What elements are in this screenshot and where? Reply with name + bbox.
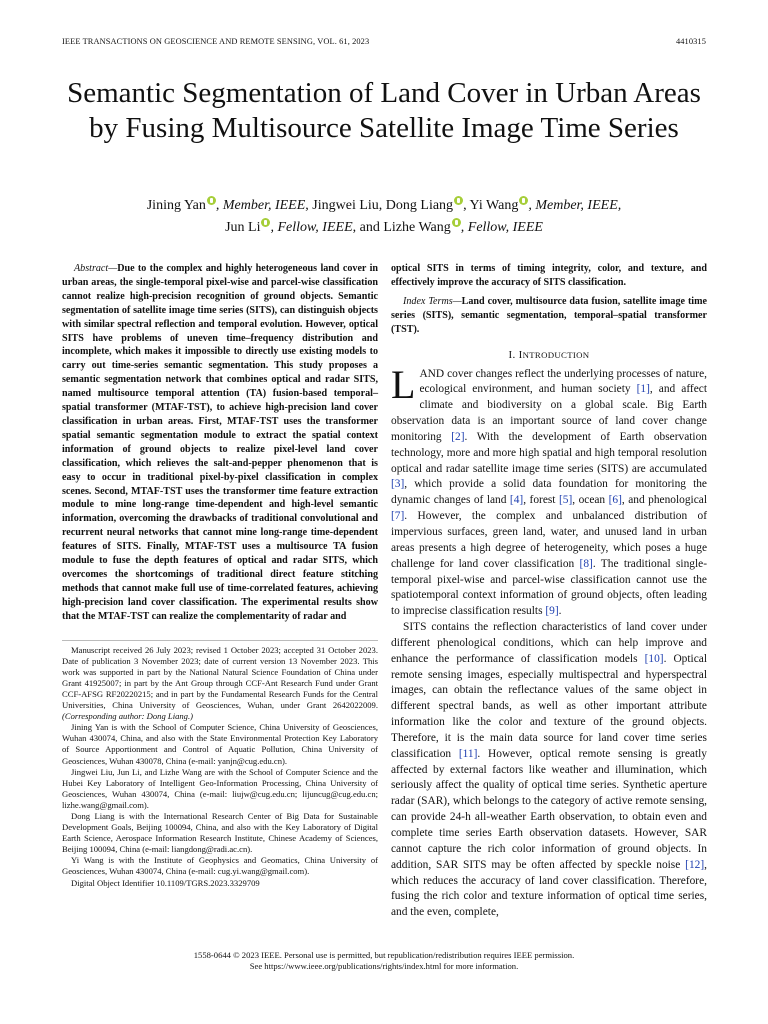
text-run: , forest [523,494,559,507]
author-name: , Yi Wang [463,198,519,213]
citation-link[interactable]: [4] [509,494,524,507]
footnote-affiliation: Yi Wang is with the Institute of Geophysics and Geomatics, China University of Geosciences, Wuhan 430074, China (e-mail: cug.yi.wang@gmail.com). [62,855,378,877]
orcid-icon[interactable] [454,196,463,205]
paper-title: Semantic Segmentation of Land Cover in Urban Areas by Fusing Multisource Satellite Image Time Series [67,77,701,144]
text-run: , ocean [572,494,609,507]
citation-link[interactable]: [3] [391,478,405,491]
text-run: , which reduces the accuracy of land cover classification. Therefore, fusing the rich color and texture information of optical time series, and the even, complete, [391,858,707,919]
text-run: . However, the complex and unbalanced distribution of impervious surfaces, green land, water, and unused land in urban areas presents a high degree of heterogeneity, which poses a huge challenge for land cover classification [391,510,707,570]
rights-link-line: See https://www.ieee.org/publications/rights/index.html for more information. [249,961,519,971]
citation-link[interactable]: [9] [545,605,559,618]
citation-link[interactable]: [1] [636,383,650,396]
citation-link[interactable]: [7] [391,510,405,523]
orcid-icon[interactable] [452,218,461,227]
author-membership: , Member, IEEE, [528,198,622,213]
citation-link[interactable]: [5] [558,494,573,507]
abstract-lead: Abstract— [74,263,118,274]
author-membership: , Fellow, IEEE [270,220,353,235]
page-number: 4410315 [675,37,706,46]
citation-link[interactable]: [2] [451,430,465,443]
footnote-affiliation: Dong Liang is with the International Research Center of Big Data for Sustainable Development Goals, Beijing 100094, China, and also with the Key Laboratory of Digital Earth Science, Aerospace Information Research Institute, Chinese Academy of Sciences, Beijing 100094, China (e-mail: liangdong@radi.ac.cn). [62,810,378,855]
doi: Digital Object Identifier 10.1109/TGRS.2023.3329709 [71,877,260,888]
citation-link[interactable]: [10] [644,652,664,665]
section-title-initial: I [518,348,523,361]
author-name: , and Lizhe Wang [352,220,451,235]
copyright-footer [60,950,708,972]
intro-paragraph-1 [391,361,708,621]
corresponding-author: (Corresponding author: Dong Liang.) [62,711,193,722]
index-terms-lead: Index Terms— [403,295,462,307]
orcid-icon[interactable] [207,196,216,205]
index-terms-text: Land cover, multisource data fusion, satellite image time series (SITS), semantic segmentation, temporal–spatial transformer (TST). [391,295,707,335]
citation-link[interactable]: [6] [608,494,622,507]
running-header [62,37,706,46]
abstract-text: Due to the complex and highly heterogeneous land cover in urban areas, the single-temporal pixel-wise and parcel-wise classification cannot realize high-precision recognition of ground objects. Semantic segmentation of satellite image time series (SITS), can distinguish objects with similar spectral reflection and temporal evolution. However, optical SITS have problems of uneven time–frequency distribution and incomplete, which makes it impossible to directly use existing models to carry out time-series semantic segmentation. This study proposes a semantic segmentation network that combines optical and radar SITS, named multisource temporal attention (TA) fusion-based temporal–spatial transformer (MTAF-TST), to achieve high-precision land cover classification in urban areas. First, MTAF-TST uses the transformer spatial semantic segmentation module to extract the spatial context information of ground objects to realize pixel-level land cover classification, which relieves the salt-and-pepper phenomenon that is easy to occur in traditional pixel-by-pixel classification in complex scenes. Second, MTAF-TST uses the transformer time feature extraction module to mine long-range time-dependent and high-level semantic information, overcoming the drawbacks of traditional convolutional and recurrent neural networks that cannot mine long-range time-dependent features of SITS. Finally, MTAF-TST uses a multisource TA fusion module to fuse the depth features of optical and radar SITS, which overcomes the shortcomings of traditional direct feature stitching methods that cannot make full use of time-correlated features, achieving high-precision land cover classification. The experimental results show that the MTAF-TST can realize the complementarity of radar and [62,263,378,622]
section-number: I. [508,348,519,361]
drop-cap: L [391,361,416,407]
journal-name: IEEE TRANSACTIONS ON GEOSCIENCE AND REMOTE SENSING, VOL. 61, 2023 [62,37,370,46]
index-terms [391,295,707,337]
footnote-text: Manuscript received 26 July 2023; revised 1 October 2023; accepted 31 October 2023. Date of publication 3 November 2023; date of current version 13 November 2023. This work was supported in part by the National Natural Science Foundation of China under Grant 41925007; in part by the Ant Group through CCF-Ant Research Fund under Grant CCF-AFSG RF20220215; and in part by the Fundamental Research Funds for the Central Universities, China University of Geosciences, Wuhan, under Grant 2642022009. [62,644,378,711]
text-run: , and affect climate and biodiversity on a global scale. Big Earth observation data is an important source of land cover change monitoring [391,383,708,443]
footnotes [62,640,378,889]
orcid-icon[interactable] [519,196,528,205]
citation-link[interactable]: [11] [458,747,478,760]
text-run: , and phenological [621,494,707,507]
left-column [62,262,378,889]
text-run: . [558,605,562,618]
right-column [391,262,707,921]
text-run: AND cover changes reflect the underlying processes of nature, ecological environment, and human society [419,367,707,396]
author-name: Jun Li [225,220,261,235]
author-membership: , Fellow, IEEE [460,220,543,235]
section-heading-introduction [391,349,707,361]
abstract [62,262,378,624]
text-run: . With the development of Earth observation technology, more and more high spatial and high temporal resolution optical and radar satellite image time series (SITS) are accumulated [391,430,707,475]
citation-link[interactable]: [8] [579,557,593,570]
text-run: . However, optical remote sensing is greatly affected by external factors like weather and illumination, which seriously affect the quality of optical time series. Synthetic aperture radar (SAR), which belongs to the category of active remote sensing, can provide 24-h all-weather Earth observation, to obtain even and complete time series Earth observation datasets. However, SAR cannot capture the rich color information of ground objects. In addition, SAR SITS may be often affected by speckle noise [391,747,707,871]
footnote-manuscript [62,645,378,723]
section-title-rest: NTRODUCTION [522,349,590,360]
author-name: , Jingwei Liu, Dong Liang [305,198,454,213]
footnote-affiliation: Jining Yan is with the School of Computer Science, China University of Geosciences, Wuhan 430074, China, and also with the State Environmental Protection Key Laboratory of Source Apportionment and Control of Aquatic Pollution, China University of Geosciences, Wuhan 430078, China (e-mail: yanjn@cug.edu.cn). [62,722,378,766]
author-list [60,195,708,239]
author-membership: , Member, IEEE [215,198,306,213]
author-name: Jining Yan [146,198,206,213]
text-run: , which provide a solid data foundation for monitoring the dynamic changes of land [391,478,707,507]
text-run: SITS contains the reflection characteristics of land cover under different phenological conditions, which can help improve and enhance the performance of classification models [391,621,707,665]
text-run: . The traditional single-temporal pixel-wise and parcel-wise classification cannot use the spatiotemporal context information of ground objects, often leading to imprecise classification results [391,557,707,618]
copyright-line: 1558-0644 © 2023 IEEE. Personal use is permitted, but republication/redistribution requires IEEE permission. [193,950,575,960]
text-run: . Optical remote sensing images, especially multispectral and hyperspectral images, can obtain the reflectance values of the same object in different spectral bands, as well as other important attribute information like the color and texture of the ground objects. Therefore, it is the main data source for land cover time series classification [391,652,707,760]
citation-link[interactable]: [12] [685,858,705,871]
intro-paragraph-2 [391,620,707,921]
abstract-continued: optical SITS in terms of timing integrity, color, and texture, and effectively improve the accuracy of SITS classification. [391,263,707,288]
footnote-affiliation: Jingwei Liu, Jun Li, and Lizhe Wang are with the School of Computer Science and the Hubei Key Laboratory of Intelligent Geo-Information Processing, China University of Geosciences, Wuhan 430074, China (e-mail: liujw@cug.edu.cn; lijuncug@cug.edu.cn; lizhe.wang@gmail.com). [62,766,378,810]
